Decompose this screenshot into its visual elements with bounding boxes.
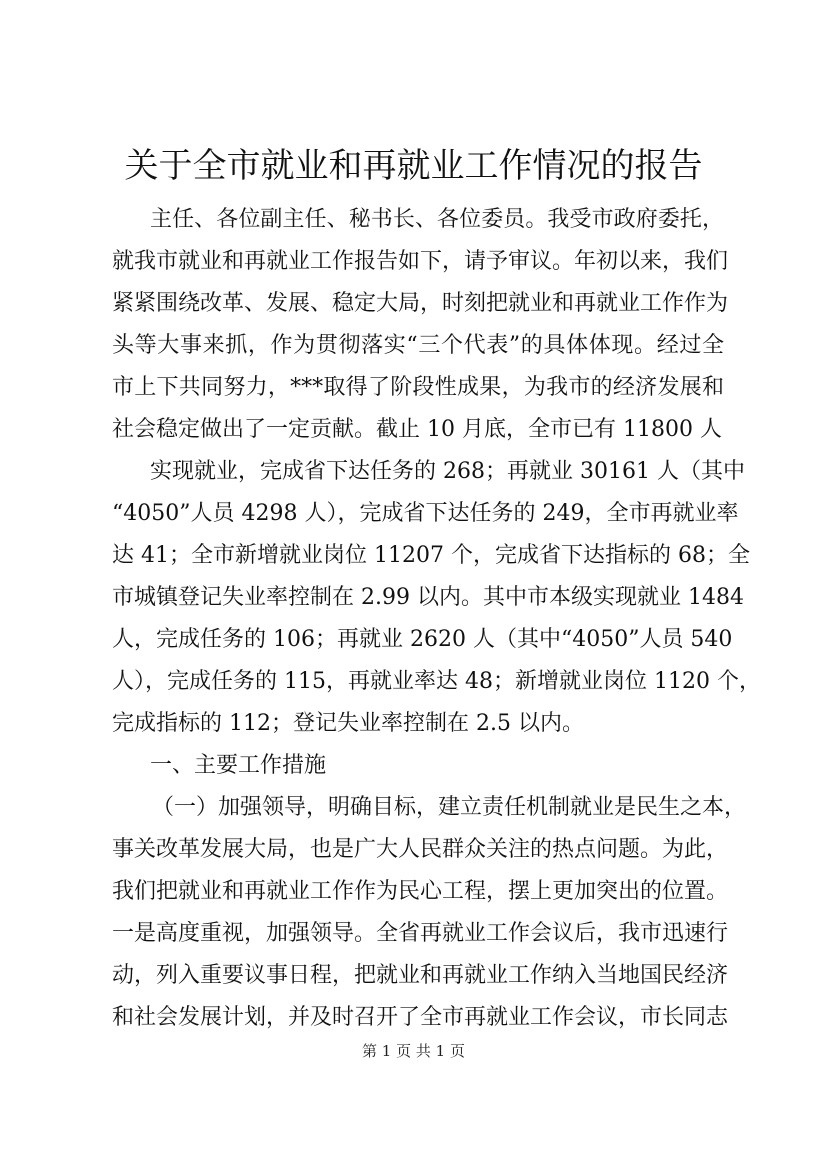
text-line: 动，列入重要议事日程，把就业和再就业工作纳入当地国民经济 — [112, 963, 729, 988]
text-line: 一是高度重视，加强领导。全省再就业工作会议后，我市迅速行 — [112, 921, 729, 946]
page-footer: 第 1 页 共 1 页 — [362, 1042, 465, 1060]
text-line: 就我市就业和再就业工作报告如下，请予审议。年初以来，我们 — [112, 249, 729, 274]
text-line: 和社会发展计划，并及时召开了全市再就业工作会议，市长同志 — [112, 1005, 729, 1030]
text-line: 完成指标的 112；登记失业率控制在 2.5 以内。 — [112, 711, 584, 736]
paragraph — [112, 199, 729, 451]
text-line: “4050”人员 4298 人），完成省下达任务的 249，全市再就业率 — [112, 501, 739, 526]
text-line: 事关改革发展大局，也是广大人民群众关注的热点问题。为此， — [112, 837, 729, 862]
paragraph — [112, 745, 724, 787]
text-line: 市城镇登记失业率控制在 2.99 以内。其中市本级实现就业 1484 — [112, 585, 744, 610]
document-title: 关于全市就业和再就业工作情况的报告 — [124, 146, 703, 186]
text-line: 达 41；全市新增就业岗位 11207 个，完成省下达指标的 68；全 — [112, 543, 750, 568]
text-line: （一）加强领导，明确目标，建立责任机制就业是民生之本， — [152, 795, 747, 820]
text-line: 一、主要工作措施 — [150, 753, 327, 778]
paragraph — [112, 451, 761, 745]
text-line: 我们把就业和再就业工作作为民心工程，摆上更加突出的位置。 — [112, 879, 729, 904]
text-line: 主任、各位副主任、秘书长、各位委员。我受市政府委托， — [150, 207, 724, 232]
text-line: 市上下共同努力，***取得了阶段性成果，为我市的经济发展和 — [112, 375, 724, 400]
text-line: 人，完成任务的 106；再就业 2620 人（其中“4050”人员 540 — [112, 627, 733, 652]
text-line: 头等大事来抓，作为贯彻落实“三个代表”的具体体现。经过全 — [112, 333, 724, 358]
text-line: 人），完成任务的 115，再就业率达 48；新增就业岗位 1120 个， — [112, 669, 761, 694]
paragraph — [112, 787, 747, 1039]
text-line: 紧紧围绕改革、发展、稳定大局，时刻把就业和再就业工作作为 — [112, 291, 729, 316]
text-line: 社会稳定做出了一定贡献。截止 10 月底，全市已有 11800 人 — [112, 417, 722, 442]
text-line: 实现就业，完成省下达任务的 268；再就业 30161 人（其中 — [150, 459, 745, 484]
document-body — [112, 199, 761, 1039]
